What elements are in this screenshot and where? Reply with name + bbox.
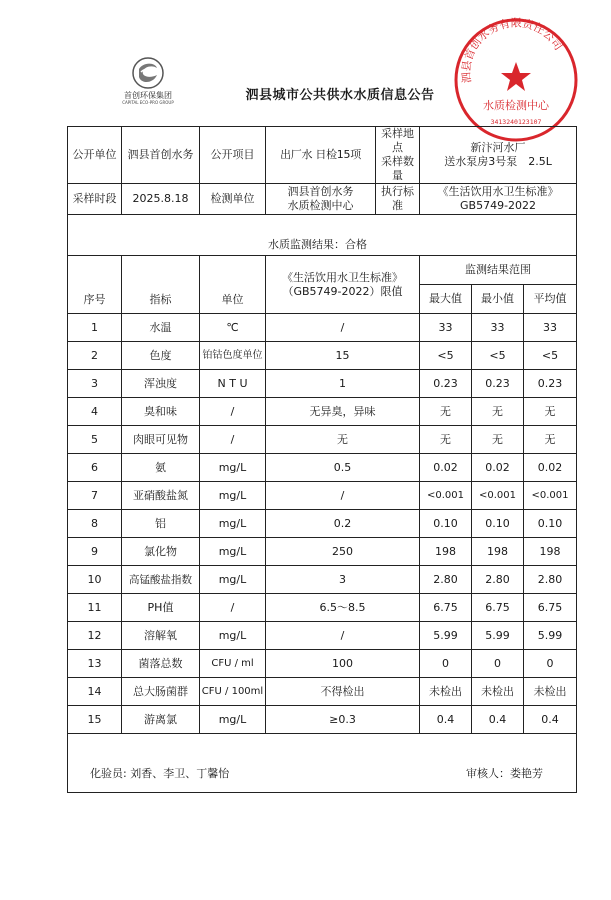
row-min: 5.99 <box>472 622 524 650</box>
row-no: 12 <box>68 622 122 650</box>
row-limit: 100 <box>266 650 420 678</box>
row-no: 4 <box>68 398 122 426</box>
row-indicator: 肉眼可见物 <box>122 426 200 454</box>
row-no: 2 <box>68 342 122 370</box>
row-no: 1 <box>68 314 122 342</box>
row-unit: mg/L <box>200 566 266 594</box>
row-avg: 6.75 <box>524 594 577 622</box>
location-label-1: 采样地点 <box>381 127 415 154</box>
col-header-indicator: 指标 <box>122 256 200 314</box>
row-min: 33 <box>472 314 524 342</box>
row-min: 198 <box>472 538 524 566</box>
row-min: 0.10 <box>472 510 524 538</box>
row-max: 无 <box>420 426 472 454</box>
row-max: 2.80 <box>420 566 472 594</box>
row-no: 5 <box>68 426 122 454</box>
row-no: 7 <box>68 482 122 510</box>
table-row <box>68 678 577 706</box>
row-limit: 不得检出 <box>266 678 420 706</box>
row-unit: mg/L <box>200 454 266 482</box>
row-indicator: 臭和味 <box>122 398 200 426</box>
row-unit: mg/L <box>200 622 266 650</box>
row-unit: CFU / 100ml <box>200 678 266 706</box>
row-avg: 33 <box>524 314 577 342</box>
location-label <box>376 127 420 184</box>
footer-row <box>68 734 577 793</box>
row-unit: ℃ <box>200 314 266 342</box>
logo-swirl-icon <box>131 56 165 90</box>
lab-value-2: 水质检测中心 <box>287 199 354 212</box>
info-row-2 <box>68 184 577 215</box>
seal-inner-text: 水质检测中心 <box>483 99 549 112</box>
company-logo <box>112 56 184 106</box>
location-value-1: 新汴河水厂 <box>470 141 526 154</box>
time-label: 采样时段 <box>68 184 122 215</box>
row-limit: 无 <box>266 426 420 454</box>
col-header-limit-2: （GB5749-2022）限值 <box>282 284 403 298</box>
col-header-max: 最大值 <box>420 285 472 314</box>
row-max: 0.23 <box>420 370 472 398</box>
result-row <box>68 235 577 256</box>
table-row <box>68 454 577 482</box>
row-indicator: 色度 <box>122 342 200 370</box>
row-indicator: 总大肠菌群 <box>122 678 200 706</box>
row-avg: 5.99 <box>524 622 577 650</box>
row-unit: / <box>200 426 266 454</box>
col-header-min: 最小值 <box>472 285 524 314</box>
row-min: 未检出 <box>472 678 524 706</box>
table-row <box>68 538 577 566</box>
row-unit: CFU / ml <box>200 650 266 678</box>
lab-label: 检测单位 <box>200 184 266 215</box>
row-min: 无 <box>472 426 524 454</box>
row-limit: / <box>266 482 420 510</box>
col-header-limit-1: 《生活饮用水卫生标准》 <box>282 270 403 284</box>
standard-value <box>420 184 577 215</box>
row-avg: <5 <box>524 342 577 370</box>
row-indicator: 水温 <box>122 314 200 342</box>
row-avg: 0.23 <box>524 370 577 398</box>
row-avg: 无 <box>524 398 577 426</box>
row-indicator: 溶解氧 <box>122 622 200 650</box>
row-no: 15 <box>68 706 122 734</box>
row-max: 未检出 <box>420 678 472 706</box>
location-label-2: 采样数量 <box>381 155 415 182</box>
row-unit: mg/L <box>200 538 266 566</box>
row-min: 0.23 <box>472 370 524 398</box>
col-header-unit: 单位 <box>200 256 266 314</box>
spacer-cell <box>68 215 577 236</box>
row-max: 无 <box>420 398 472 426</box>
row-min: 2.80 <box>472 566 524 594</box>
row-unit: / <box>200 398 266 426</box>
item-label: 公开项目 <box>200 127 266 184</box>
row-indicator: 氯化物 <box>122 538 200 566</box>
row-limit: 1 <box>266 370 420 398</box>
row-min: 0.4 <box>472 706 524 734</box>
row-limit: / <box>266 314 420 342</box>
row-limit: / <box>266 622 420 650</box>
footer-cell <box>68 734 577 793</box>
row-limit: 0.2 <box>266 510 420 538</box>
table-row <box>68 594 577 622</box>
row-avg: 未检出 <box>524 678 577 706</box>
col-header-avg: 平均值 <box>524 285 577 314</box>
row-min: 6.75 <box>472 594 524 622</box>
row-unit: N T U <box>200 370 266 398</box>
row-indicator: 浑浊度 <box>122 370 200 398</box>
row-limit: 0.5 <box>266 454 420 482</box>
table-body <box>68 314 577 734</box>
seal-outer-text: 泗县首创水务有限责任公司 <box>459 16 566 84</box>
row-max: <0.001 <box>420 482 472 510</box>
spacer-row <box>68 215 577 236</box>
table-row <box>68 314 577 342</box>
row-max: 5.99 <box>420 622 472 650</box>
row-indicator: 高锰酸盐指数 <box>122 566 200 594</box>
row-limit: ≥0.3 <box>266 706 420 734</box>
col-header-range: 监测结果范围 <box>420 256 577 285</box>
row-no: 9 <box>68 538 122 566</box>
row-unit: mg/L <box>200 510 266 538</box>
table-row <box>68 426 577 454</box>
row-avg: 0.10 <box>524 510 577 538</box>
row-avg: 0.02 <box>524 454 577 482</box>
row-limit: 15 <box>266 342 420 370</box>
row-unit: / <box>200 594 266 622</box>
row-limit: 250 <box>266 538 420 566</box>
table-row <box>68 370 577 398</box>
standard-value-1: 《生活饮用水卫生标准》 <box>437 185 559 198</box>
row-avg: 0.4 <box>524 706 577 734</box>
col-header-limit <box>266 256 420 314</box>
testers-text: 化验员: 刘香、李卫、丁馨怡 <box>90 767 230 780</box>
row-max: 0.10 <box>420 510 472 538</box>
row-avg: <0.001 <box>524 482 577 510</box>
row-no: 11 <box>68 594 122 622</box>
table-row <box>68 482 577 510</box>
row-no: 6 <box>68 454 122 482</box>
logo-en-text: CAPITAL ECO-PRO GROUP <box>122 100 174 105</box>
row-indicator: PH值 <box>122 594 200 622</box>
table-header-row-1 <box>68 256 577 285</box>
row-max: 6.75 <box>420 594 472 622</box>
row-indicator: 氨 <box>122 454 200 482</box>
row-min: 0.02 <box>472 454 524 482</box>
result-summary: 水质监测结果：合格 <box>68 235 577 256</box>
reviewer-text: 审核人：娄艳芳 <box>466 767 543 780</box>
lab-value <box>266 184 376 215</box>
page-title: 泗县城市公共供水水质信息公告 <box>245 88 435 103</box>
row-indicator: 铝 <box>122 510 200 538</box>
lab-value-1: 泗县首创水务 <box>287 185 354 198</box>
row-min: 0 <box>472 650 524 678</box>
row-max: 0.02 <box>420 454 472 482</box>
row-unit: mg/L <box>200 482 266 510</box>
table-row <box>68 706 577 734</box>
table-row <box>68 510 577 538</box>
row-no: 3 <box>68 370 122 398</box>
location-value <box>420 127 577 184</box>
row-avg: 2.80 <box>524 566 577 594</box>
row-min: <0.001 <box>472 482 524 510</box>
table-row <box>68 398 577 426</box>
row-unit: 铂钴色度单位 <box>200 342 266 370</box>
table-row <box>68 650 577 678</box>
row-min: <5 <box>472 342 524 370</box>
water-quality-table <box>67 126 577 793</box>
table-row <box>68 566 577 594</box>
row-max: 0.4 <box>420 706 472 734</box>
row-indicator: 亚硝酸盐氮 <box>122 482 200 510</box>
row-no: 10 <box>68 566 122 594</box>
row-indicator: 游离氯 <box>122 706 200 734</box>
row-indicator: 菌落总数 <box>122 650 200 678</box>
row-limit: 3 <box>266 566 420 594</box>
row-limit: 6.5～8.5 <box>266 594 420 622</box>
row-max: 198 <box>420 538 472 566</box>
row-avg: 无 <box>524 426 577 454</box>
row-unit: mg/L <box>200 706 266 734</box>
publisher-label: 公开单位 <box>68 127 122 184</box>
seal-code: 3413240123107 <box>490 118 542 126</box>
location-value-2: 送水泵房3号泵 2.5L <box>444 155 552 168</box>
col-header-no: 序号 <box>68 256 122 314</box>
item-value: 出厂水 日检15项 <box>266 127 376 184</box>
row-max: 0 <box>420 650 472 678</box>
row-avg: 0 <box>524 650 577 678</box>
row-max: 33 <box>420 314 472 342</box>
standard-value-2: GB5749-2022 <box>460 199 537 212</box>
table-row <box>68 342 577 370</box>
row-min: 无 <box>472 398 524 426</box>
logo-cn-text: 首创环保集团 <box>124 91 172 100</box>
standard-label: 执行标准 <box>376 184 420 215</box>
row-no: 14 <box>68 678 122 706</box>
row-max: <5 <box>420 342 472 370</box>
row-limit: 无异臭，异味 <box>266 398 420 426</box>
row-avg: 198 <box>524 538 577 566</box>
seal-star-icon <box>501 62 531 91</box>
time-value: 2025.8.18 <box>122 184 200 215</box>
table-row <box>68 622 577 650</box>
row-no: 8 <box>68 510 122 538</box>
row-no: 13 <box>68 650 122 678</box>
publisher-value: 泗县首创水务 <box>122 127 200 184</box>
